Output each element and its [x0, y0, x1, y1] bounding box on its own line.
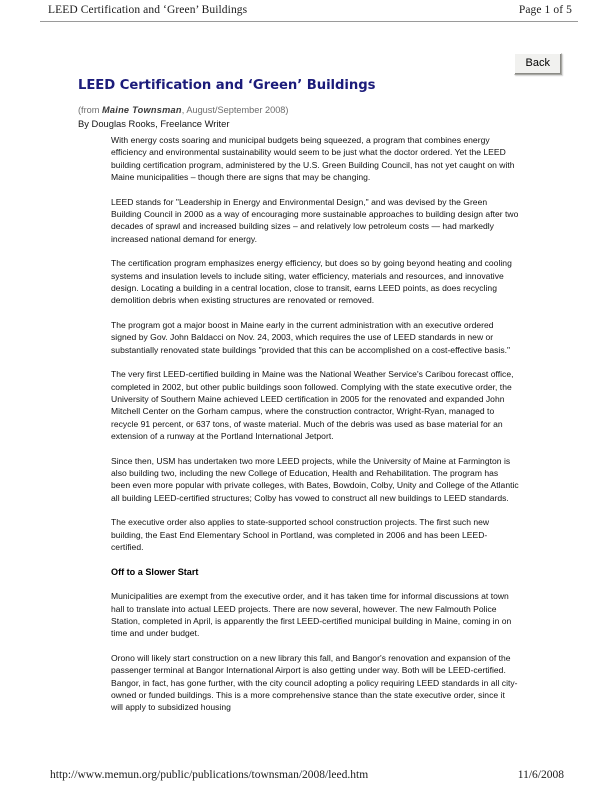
article-heading-block — [78, 78, 528, 130]
body-paragraph: The certification program emphasizes energy efficiency, but does so by going beyond heating and cooling systems and insulation levels to include siting, water efficiency, materials and resources, and innovative design. Locating a building in a central location, close to transit, earns LEED points, as does recycling demolition debris when existing structures are renovated or removed. — [111, 258, 512, 306]
body-paragraph: With energy costs soaring and municipal budgets being squeezed, a program that combines energy efficiency and environmental sustainability would seem to be just what the doctor ordered. Yet the LEED building certification program, administered by the U.S. Green Building Council, has not yet caught on with Maine municipalities – though there are signs that may be changing. — [111, 135, 515, 183]
print-header-title: LEED Certification and ‘Green’ Buildings — [48, 4, 248, 16]
print-header-page-number: Page 1 of 5 — [518, 4, 572, 16]
print-footer-url: http://www.memun.org/public/publications/townsman/2008/leed.htm — [50, 769, 369, 781]
section-subheading: Off to a Slower Start — [111, 566, 199, 577]
back-button-container — [514, 53, 562, 75]
page-title: LEED Certification and ‘Green’ Buildings — [78, 78, 376, 93]
header-divider — [40, 21, 578, 22]
article-author-line: By Douglas Rooks, Freelance Writer — [78, 117, 230, 129]
body-paragraph: Orono will likely start construction on a new library this fall, and Bangor's renovation and expansion of the passenger terminal at Bangor International Airport is also getting under way. Both will be LEED-certified. Bangor, in fact, has gone further, with the city council adopting a policy requiring LEED standards in all city-owned or funded buildings. This is a more comprehensive stance than the state executive order, since it will apply to subsidized housing — [111, 653, 518, 713]
body-paragraph: The executive order also applies to state-supported school construction projects. The first such new building, the East End Elementary School in Portland, was completed in 2006 and has been LEED-certified. — [111, 517, 490, 553]
print-header — [48, 4, 572, 22]
back-button[interactable]: Back — [514, 53, 562, 75]
body-paragraph: Municipalities are exempt from the executive order, and it has taken time for informal discussions at town hall to translate into actual LEED projects. There are now several, however. The new Falmouth Police Station, completed in April, is apparently the first LEED-certified municipal building in Maine, coming in on time and under budget. — [111, 591, 512, 639]
source-publication-name: Maine Townsman — [102, 105, 182, 116]
body-paragraph: The very first LEED-certified building in Maine was the National Weather Service's Caribou forecast office, completed in 2002, but other public buildings soon followed. Complying with the state executive order, the University of Southern Maine achieved LEED certification in 2005 for the renovated and expanded John Mitchell Center on the Gorham campus, where the construction contractor, Wright-Ryan, managed to recycle 91 percent, or 637 tons, of waste material. Much of the debris was used as base material for an extension of a runway at the Portland International Jetport. — [111, 369, 514, 442]
source-prefix: (from — [78, 105, 102, 116]
print-footer-date: 11/6/2008 — [517, 769, 564, 781]
body-paragraph: LEED stands for "Leadership in Energy and Environmental Design," and was devised by the Green Building Council in 2000 as a way of encouraging more sustainable approaches to building design after two decades of sprawl and increased building sizes – and relatively low petroleum costs — had markedly increased national demand for energy. — [111, 196, 519, 244]
body-paragraph: The program got a major boost in Maine early in the current administration with an executive ordered signed by Gov. John Baldacci on Nov. 24, 2003, which requires the use of LEED standards in new or substantially renovated state buildings "provided that this can be accomplished on a cost-effective basis." — [111, 320, 511, 355]
article-body — [111, 134, 519, 726]
article-source-line — [78, 104, 528, 116]
print-footer — [50, 769, 564, 781]
body-paragraph: Since then, USM has undertaken two more LEED projects, while the University of Maine at Farmington is also building two, including the new College of Education, Health and Rehabilitation. The program has been even more popular with private colleges, with Bates, Bowdoin, Colby, Unity and College of the Atlantic all building LEED-certified structures; Colby has vowed to construct all new buildings to LEED standards. — [111, 455, 519, 503]
source-suffix: , August/September 2008) — [181, 105, 289, 116]
